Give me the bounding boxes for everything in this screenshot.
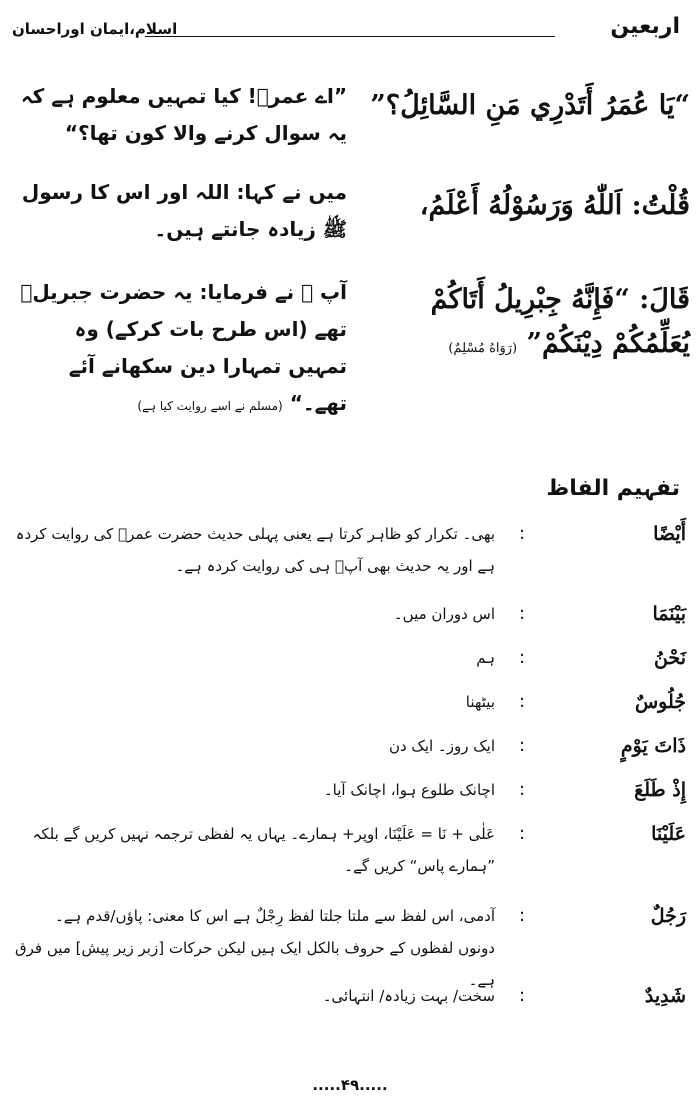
glossary-separator: : — [518, 735, 526, 756]
glossary-term: نَحْنُ — [653, 647, 686, 669]
hadith-arabic-1: “يَا عُمَرُ أَتَدْرِي مَنِ السَّائِلُ؟” — [370, 90, 690, 121]
glossary-term: بَيْنَمَا — [652, 603, 686, 625]
page-number: .....۴۹..... — [312, 1076, 388, 1094]
hadith-arabic-reference: (رَوَاهُ مُسْلِمٌ) — [448, 341, 518, 356]
glossary-term: إِذْ طَلَعَ — [634, 779, 686, 801]
chapter-title: اسلام،ایمان اوراحسان — [12, 20, 178, 38]
glossary-definition: سخت/ بہت زیادہ/ انتہائی۔ — [322, 987, 495, 1005]
glossary-term: أَيْضًا — [653, 523, 686, 545]
glossary-definition: ایک روز۔ ایک دن — [388, 737, 495, 755]
glossary-term: ذَاتَ يَوْمٍ — [620, 735, 686, 757]
glossary-term: رَجُلٌ — [650, 905, 686, 927]
glossary-separator: : — [518, 985, 526, 1006]
glossary-definition: بیٹھنا — [465, 693, 495, 711]
hadith-arabic-3-line2 — [370, 322, 690, 371]
glossary-separator: : — [518, 647, 526, 668]
glossary-definition: اچانک طلوع ہوا، اچانک آیا۔ — [323, 781, 495, 799]
glossary-definition: آدمی، اس لفظ سے ملتا جلتا لفظ رِجْلٌ ہے اس کا معنی: پاؤں/قدم ہے۔ دونوں لفظوں کے حروف بالکل ایک ہیں لیکن حرکات [زبر زیر پیش] میں فرق ہے۔ — [15, 907, 495, 989]
hadith-urdu-3-text: آپ ﷺ نے فرمایا: یہ حضرت جبریلؑ تھے (اس طرح بات کرکے) وہ تمہیں تمہارا دین سکھانے آئے تھے۔“ — [20, 280, 347, 415]
glossary-definition: ہم — [476, 649, 495, 667]
header-rule — [145, 36, 555, 37]
page-header — [0, 14, 700, 50]
glossary-term: شَدِيدٌ — [644, 985, 686, 1007]
hadith-arabic-3 — [370, 278, 690, 371]
hadith-urdu-1: ”اے عمرؓ! کیا تمہیں معلوم ہے کہ یہ سوال کرنے والا کون تھا؟“ — [20, 84, 347, 145]
glossary-separator: : — [518, 523, 526, 544]
hadith-arabic-3-line1: قَالَ: “فَإِنَّهُ جِبْرِيلُ أَتَاكُمْ — [430, 284, 690, 315]
hadith-urdu-3 — [12, 274, 347, 425]
glossary-separator: : — [518, 691, 526, 712]
hadith-urdu-reference: (مسلم نے اسے روایت کیا ہے) — [137, 399, 283, 413]
glossary-term: جُلُوسٌ — [634, 691, 686, 713]
glossary-title: تفہیم الفاظ — [546, 476, 680, 501]
glossary-separator: : — [518, 603, 526, 624]
hadith-arabic-3-line2-text: يُعَلِّمُكُمْ دِيْنَكُمْ” — [526, 328, 690, 359]
glossary-term: عَلَيْنَا — [651, 823, 686, 845]
book-title: اربعین — [610, 14, 680, 39]
glossary-separator: : — [518, 823, 526, 844]
glossary-definition: بھی۔ تکرار کو ظاہر کرتا ہے یعنی پہلی حدیث حضرت عمرؓ کی روایت کردہ ہے اور یہ حدیث بھی آپؓ ہی کی روایت کردہ ہے۔ — [15, 525, 495, 575]
glossary-definition: اس دوران میں۔ — [393, 605, 495, 623]
hadith-urdu-2: میں نے کہا: اللہ اور اس کا رسول ﷺ زیادہ جانتے ہیں۔ — [21, 180, 347, 241]
glossary-separator: : — [518, 905, 526, 926]
hadith-arabic-2: قُلْتُ: اَللّٰهُ وَرَسُوْلُهُ أَعْلَمُ، — [419, 190, 690, 221]
glossary-definition: عَلٰى + نَا = عَلَيْنَا، اوپر+ ہمارے۔ یہاں یہ لفظی ترجمہ نہیں کریں گے بلکہ ”ہمارے پاس“ کریں گے۔ — [32, 825, 495, 875]
glossary-separator: : — [518, 779, 526, 800]
